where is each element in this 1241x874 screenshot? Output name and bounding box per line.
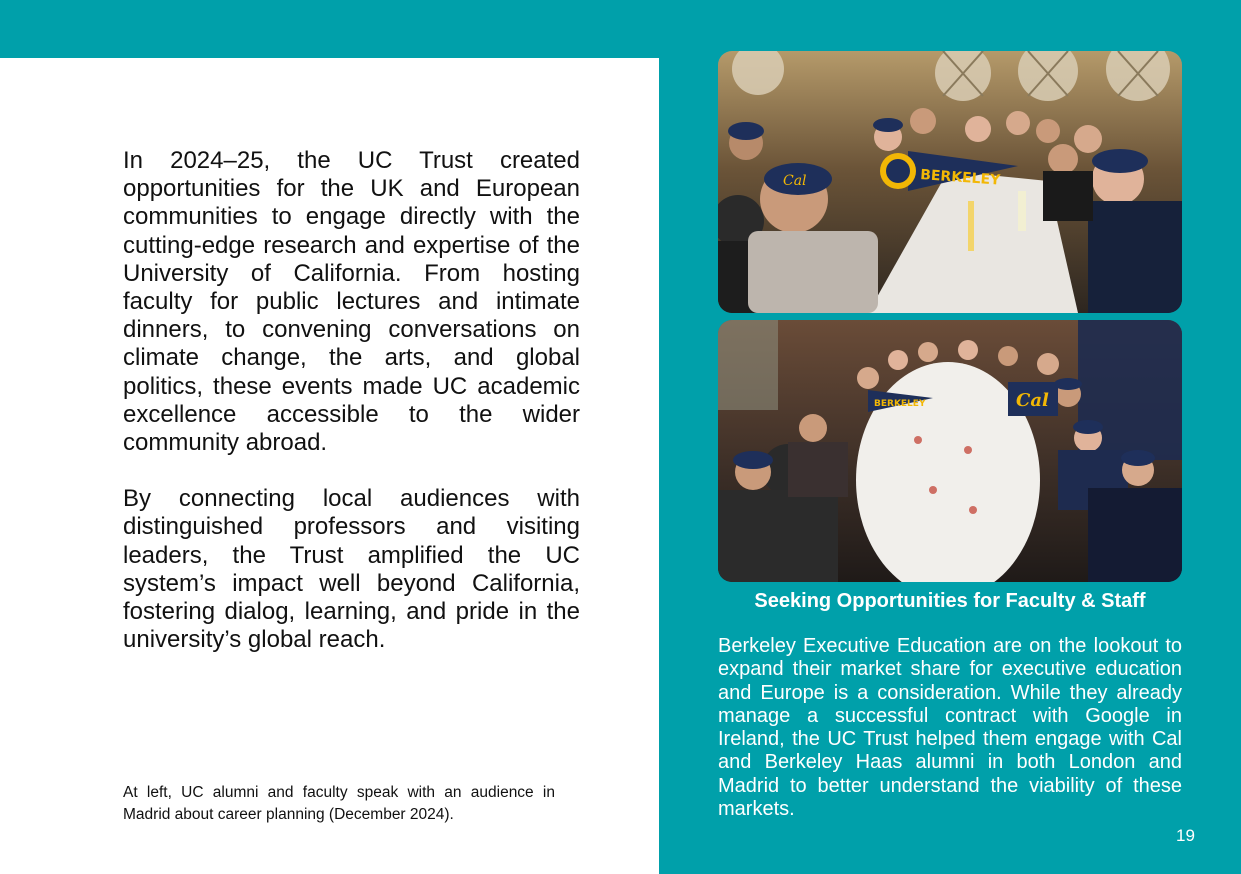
cal-flag-text: Cal: [1016, 390, 1049, 411]
page-number: 19: [1176, 826, 1195, 845]
sidebar-title: Seeking Opportunities for Faculty & Staff: [754, 590, 1146, 612]
main-text-column: [123, 147, 580, 682]
sidebar-body: Berkeley Executive Education are on the lookout to expand their market share for executive education and Europe is a consideration. While they already manage a successful contract with Google in Ireland, the UC Trust helped them engage with Cal and Berkeley Haas alumni in both London and Madrid to better understand the viability of these markets.: [718, 635, 1182, 821]
photo-caption: At left, UC alumni and faculty speak with an audience in Madrid about career planning (December 2024).: [123, 784, 555, 823]
madrid-dinner-photo: [718, 320, 1182, 582]
madrid-dinner-illustration: [718, 320, 1182, 582]
pennant-text: BERKELEY: [919, 167, 1001, 189]
alumni-dinner-photo: [718, 51, 1182, 313]
cap-logo-text: Cal: [783, 173, 807, 189]
impact-paragraph: By connecting local audiences with distinguished professors and visiting leaders, the Trust amplified the UC system’s impact well beyond California, fostering dialog, learning, and pride in the university’s global reach.: [123, 485, 580, 654]
intro-paragraph: In 2024–25, the UC Trust created opportunities for the UK and European communities to engage directly with the cutting-edge research and expertise of the University of California. From hosting faculty for public lectures and intimate dinners, to convening conversations on climate change, the arts, and global politics, these events made UC academic excellence accessible to the wider community abroad.: [123, 147, 580, 457]
alumni-dinner-illustration: [718, 51, 1182, 313]
pennant-text: BERKELEY: [874, 399, 926, 409]
